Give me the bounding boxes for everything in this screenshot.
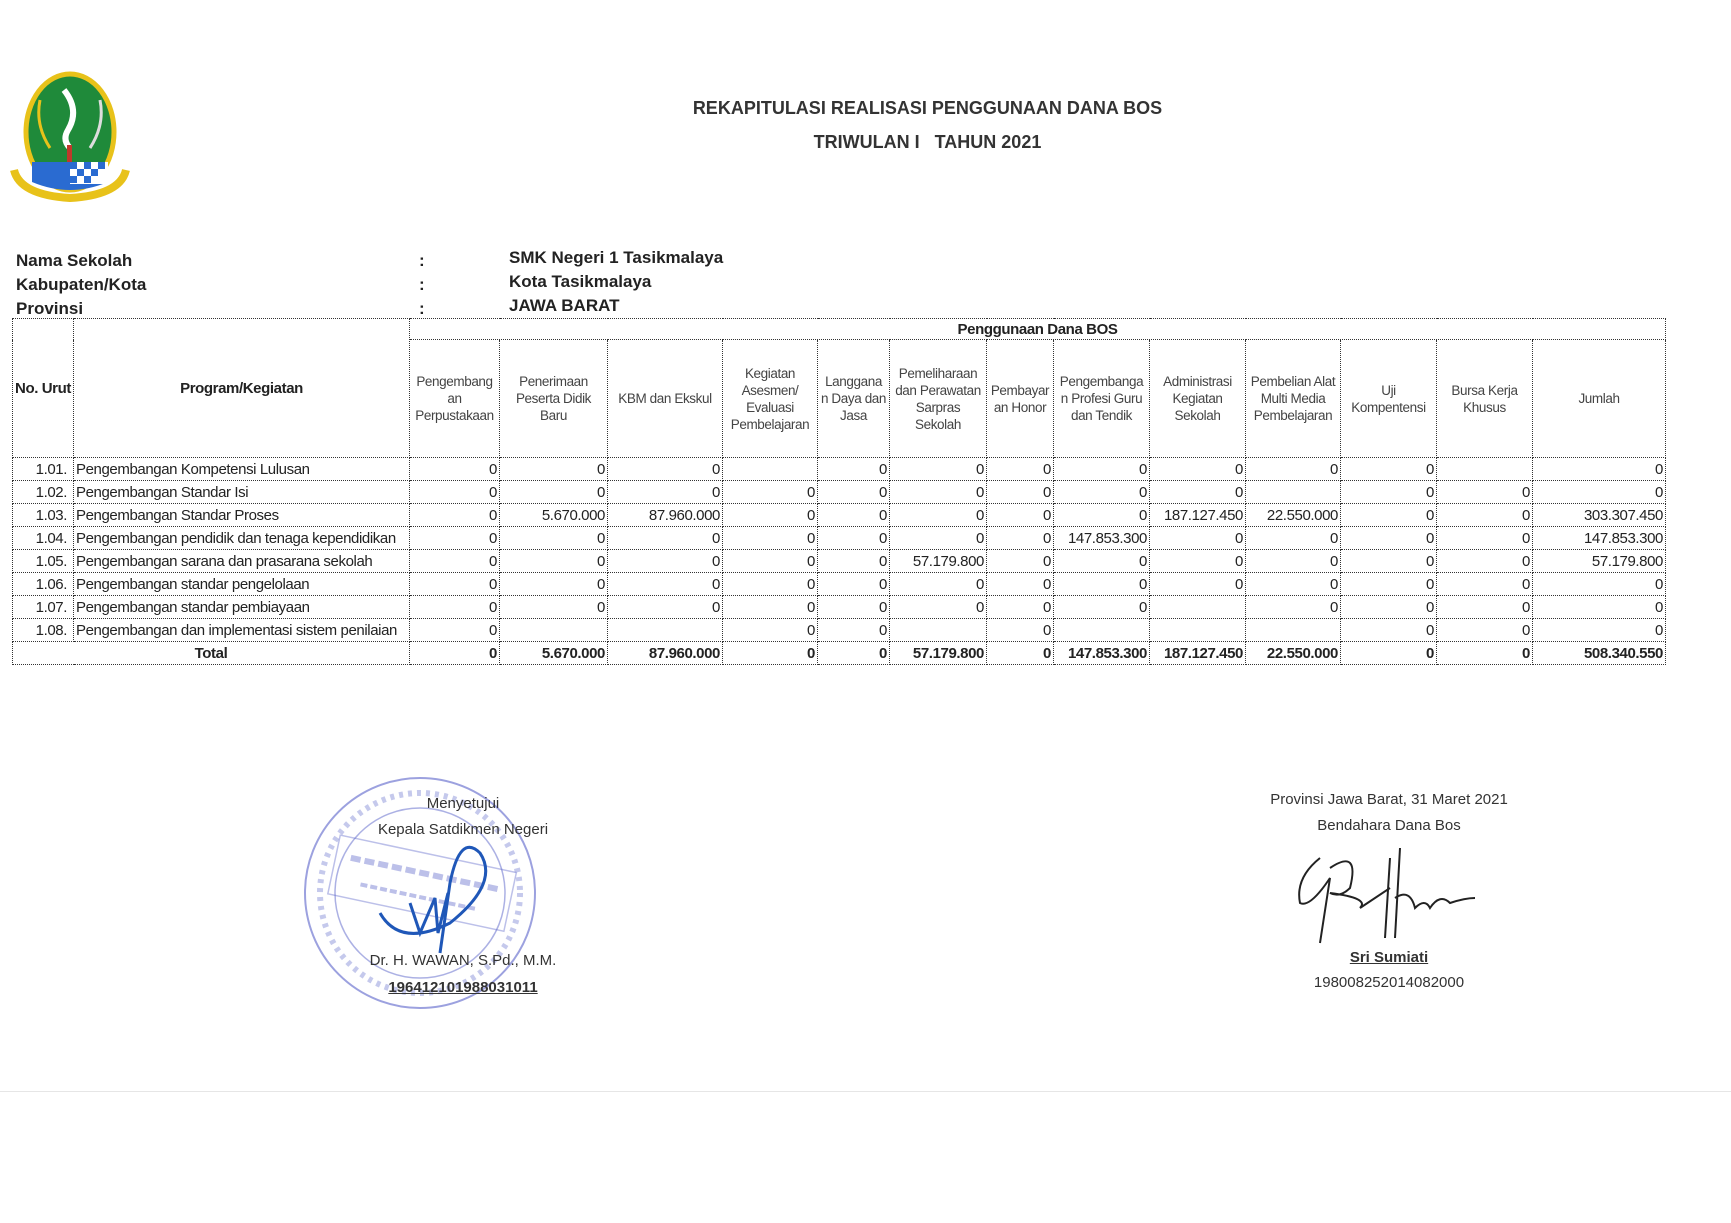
row-value: 0 — [890, 596, 987, 619]
row-value — [500, 619, 608, 642]
row-value: 0 — [1246, 596, 1341, 619]
place-date: Provinsi Jawa Barat, 31 Maret 2021 — [1270, 791, 1508, 808]
info-label-school: Nama Sekolah — [16, 251, 133, 270]
row-value: 0 — [818, 619, 890, 642]
row-value: 147.853.300 — [1533, 527, 1666, 550]
document-subtitle: TRIWULAN I TAHUN 2021 — [813, 132, 1042, 152]
column-header: Pembelian Alat Multi Media Pembelajaran — [1246, 340, 1341, 458]
row-value: 0 — [410, 481, 500, 504]
treasurer-name: Sri Sumiati — [1349, 949, 1429, 966]
total-value: 0 — [723, 642, 818, 665]
bos-recap-table — [12, 318, 1666, 665]
row-value: 0 — [1437, 619, 1533, 642]
row-value: 0 — [608, 527, 723, 550]
row-value: 0 — [723, 527, 818, 550]
row-value: 0 — [987, 619, 1054, 642]
row-value: 0 — [1533, 596, 1666, 619]
row-value: 0 — [500, 458, 608, 481]
total-label: Total — [13, 642, 410, 665]
document-title: REKAPITULASI REALISASI PENGGUNAAN DANA BOS — [692, 98, 1163, 118]
info-sep: : — [419, 299, 425, 318]
row-value: 0 — [890, 458, 987, 481]
row-program: Pengembangan Kompetensi Lulusan — [74, 458, 410, 481]
total-row — [13, 642, 1666, 665]
row-number: 1.01. — [13, 458, 74, 481]
row-number: 1.06. — [13, 573, 74, 596]
row-number: 1.05. — [13, 550, 74, 573]
row-value: 0 — [410, 573, 500, 596]
row-value: 57.179.800 — [1533, 550, 1666, 573]
info-value-province: JAWA BARAT — [509, 296, 620, 315]
row-value: 0 — [410, 504, 500, 527]
row-value: 0 — [608, 481, 723, 504]
row-value: 0 — [818, 504, 890, 527]
row-value: 0 — [890, 504, 987, 527]
row-value: 0 — [608, 458, 723, 481]
row-value: 0 — [1437, 573, 1533, 596]
row-value: 0 — [723, 619, 818, 642]
row-value: 0 — [1150, 481, 1246, 504]
row-value: 0 — [1533, 481, 1666, 504]
row-value: 0 — [1341, 596, 1437, 619]
treasurer-nip: 198008252014082000 — [1313, 974, 1465, 991]
row-value: 87.960.000 — [608, 504, 723, 527]
row-number: 1.04. — [13, 527, 74, 550]
table-row — [13, 619, 1666, 642]
info-value-school: SMK Negeri 1 Tasikmalaya — [509, 248, 724, 267]
row-value: 0 — [987, 481, 1054, 504]
total-value: 5.670.000 — [500, 642, 608, 665]
total-value: 57.179.800 — [890, 642, 987, 665]
approver-nip: 196412101988031011 — [388, 979, 538, 996]
row-value: 0 — [1533, 619, 1666, 642]
info-sep: : — [419, 251, 425, 270]
row-program: Pengembangan Standar Proses — [74, 504, 410, 527]
row-value: 0 — [608, 596, 723, 619]
row-value: 0 — [818, 458, 890, 481]
total-value: 0 — [818, 642, 890, 665]
row-number: 1.07. — [13, 596, 74, 619]
row-value: 0 — [500, 596, 608, 619]
total-value: 0 — [1437, 642, 1533, 665]
column-header: Administrasi Kegiatan Sekolah — [1150, 340, 1246, 458]
row-program: Pengembangan standar pengelolaan — [74, 573, 410, 596]
row-value: 147.853.300 — [1054, 527, 1150, 550]
total-value: 187.127.450 — [1150, 642, 1246, 665]
total-value: 508.340.550 — [1533, 642, 1666, 665]
row-value: 0 — [818, 550, 890, 573]
row-number: 1.02. — [13, 481, 74, 504]
column-header: Langgana n Daya dan Jasa — [818, 340, 890, 458]
row-value: 0 — [410, 550, 500, 573]
approval-label: Menyetujui — [426, 795, 500, 812]
row-value: 0 — [987, 550, 1054, 573]
row-value: 303.307.450 — [1533, 504, 1666, 527]
row-value: 187.127.450 — [1150, 504, 1246, 527]
column-header: Pengembang an Perpustakaan — [410, 340, 500, 458]
row-value: 0 — [1437, 596, 1533, 619]
row-value — [1150, 596, 1246, 619]
info-label-province: Provinsi — [16, 299, 84, 318]
row-value: 0 — [723, 481, 818, 504]
column-header: Kegiatan Asesmen/ Evaluasi Pembelajaran — [723, 340, 818, 458]
header-group: Penggunaan Dana BOS — [410, 319, 1666, 340]
row-value: 0 — [1341, 458, 1437, 481]
row-value: 0 — [723, 573, 818, 596]
row-value: 0 — [500, 527, 608, 550]
row-value: 0 — [1341, 573, 1437, 596]
row-value: 0 — [1246, 527, 1341, 550]
column-header: Pengembanga n Profesi Guru dan Tendik — [1054, 340, 1150, 458]
table-row — [13, 504, 1666, 527]
total-value: 0 — [987, 642, 1054, 665]
row-value — [1150, 619, 1246, 642]
row-value: 0 — [818, 596, 890, 619]
row-value: 0 — [608, 550, 723, 573]
row-value: 0 — [1437, 481, 1533, 504]
row-value: 0 — [1341, 619, 1437, 642]
row-number: 1.03. — [13, 504, 74, 527]
row-program: Pengembangan Standar Isi — [74, 481, 410, 504]
row-program: Pengembangan sarana dan prasarana sekolah — [74, 550, 410, 573]
row-value: 0 — [1054, 481, 1150, 504]
approver-name: Dr. H. WAWAN, S.Pd., M.M. — [369, 952, 557, 969]
total-value: 147.853.300 — [1054, 642, 1150, 665]
row-value: 0 — [987, 504, 1054, 527]
row-value — [1246, 481, 1341, 504]
row-value: 0 — [1533, 573, 1666, 596]
total-value: 0 — [1341, 642, 1437, 665]
row-value: 0 — [890, 573, 987, 596]
row-value: 0 — [1246, 550, 1341, 573]
row-value: 0 — [723, 504, 818, 527]
row-value: 0 — [410, 596, 500, 619]
table-row — [13, 550, 1666, 573]
page-divider — [0, 1091, 1731, 1092]
row-value: 0 — [1054, 458, 1150, 481]
row-value — [1054, 619, 1150, 642]
row-value — [723, 458, 818, 481]
row-value: 0 — [1150, 573, 1246, 596]
row-value: 0 — [987, 458, 1054, 481]
row-value: 0 — [1246, 573, 1341, 596]
row-value: 0 — [1246, 458, 1341, 481]
column-header: Pembayar an Honor — [987, 340, 1054, 458]
row-value: 0 — [1341, 481, 1437, 504]
row-value: 0 — [1150, 458, 1246, 481]
row-value — [608, 619, 723, 642]
row-value: 0 — [818, 527, 890, 550]
total-value: 22.550.000 — [1246, 642, 1341, 665]
row-value: 0 — [608, 573, 723, 596]
info-value-city: Kota Tasikmalaya — [509, 272, 652, 291]
row-number: 1.08. — [13, 619, 74, 642]
column-header: Jumlah — [1533, 340, 1666, 458]
row-program: Pengembangan standar pembiayaan — [74, 596, 410, 619]
row-value: 0 — [410, 619, 500, 642]
row-value: 0 — [818, 573, 890, 596]
column-header: Penerimaan Peserta Didik Baru — [500, 340, 608, 458]
row-program: Pengembangan pendidik dan tenaga kependidikan — [74, 527, 410, 550]
row-value — [1437, 458, 1533, 481]
row-value: 0 — [1054, 596, 1150, 619]
row-value: 0 — [500, 481, 608, 504]
row-value: 5.670.000 — [500, 504, 608, 527]
row-value: 0 — [1054, 573, 1150, 596]
row-value: 0 — [1533, 458, 1666, 481]
row-value: 0 — [1437, 504, 1533, 527]
column-header: Bursa Kerja Khusus — [1437, 340, 1533, 458]
row-value: 0 — [1437, 527, 1533, 550]
column-header: Uji Kompentensi — [1341, 340, 1437, 458]
table-row — [13, 527, 1666, 550]
row-value — [890, 619, 987, 642]
row-value: 0 — [1054, 550, 1150, 573]
row-value: 0 — [987, 596, 1054, 619]
row-value: 0 — [890, 481, 987, 504]
row-value: 0 — [1150, 550, 1246, 573]
row-value: 0 — [1437, 550, 1533, 573]
row-value: 0 — [987, 573, 1054, 596]
column-header: Pemeliharaan dan Perawatan Sarpras Sekolah — [890, 340, 987, 458]
approver-title: Kepala Satdikmen Negeri — [377, 821, 549, 838]
row-value: 0 — [500, 573, 608, 596]
info-label-city: Kabupaten/Kota — [16, 275, 147, 294]
table-row — [13, 481, 1666, 504]
row-value: 0 — [1341, 550, 1437, 573]
header-no: No. Urut — [13, 319, 74, 458]
row-value: 0 — [410, 458, 500, 481]
row-program: Pengembangan dan implementasi sistem penilaian — [74, 619, 410, 642]
row-value: 0 — [818, 481, 890, 504]
row-value: 0 — [500, 550, 608, 573]
table-row — [13, 573, 1666, 596]
column-header: KBM dan Ekskul — [608, 340, 723, 458]
row-value: 0 — [890, 527, 987, 550]
row-value: 0 — [410, 527, 500, 550]
row-value: 57.179.800 — [890, 550, 987, 573]
row-value: 0 — [1341, 504, 1437, 527]
treasurer-title: Bendahara Dana Bos — [1317, 817, 1461, 834]
info-sep: : — [419, 275, 425, 294]
row-value: 0 — [1054, 504, 1150, 527]
total-value: 0 — [410, 642, 500, 665]
row-value: 0 — [1341, 527, 1437, 550]
table-row — [13, 596, 1666, 619]
row-value: 0 — [987, 527, 1054, 550]
row-value: 0 — [1150, 527, 1246, 550]
row-value — [1246, 619, 1341, 642]
row-value: 0 — [723, 596, 818, 619]
table-row — [13, 458, 1666, 481]
treasurer-signature — [1290, 838, 1490, 948]
header-program: Program/Kegiatan — [74, 319, 410, 458]
row-value: 22.550.000 — [1246, 504, 1341, 527]
row-value: 0 — [723, 550, 818, 573]
total-value: 87.960.000 — [608, 642, 723, 665]
